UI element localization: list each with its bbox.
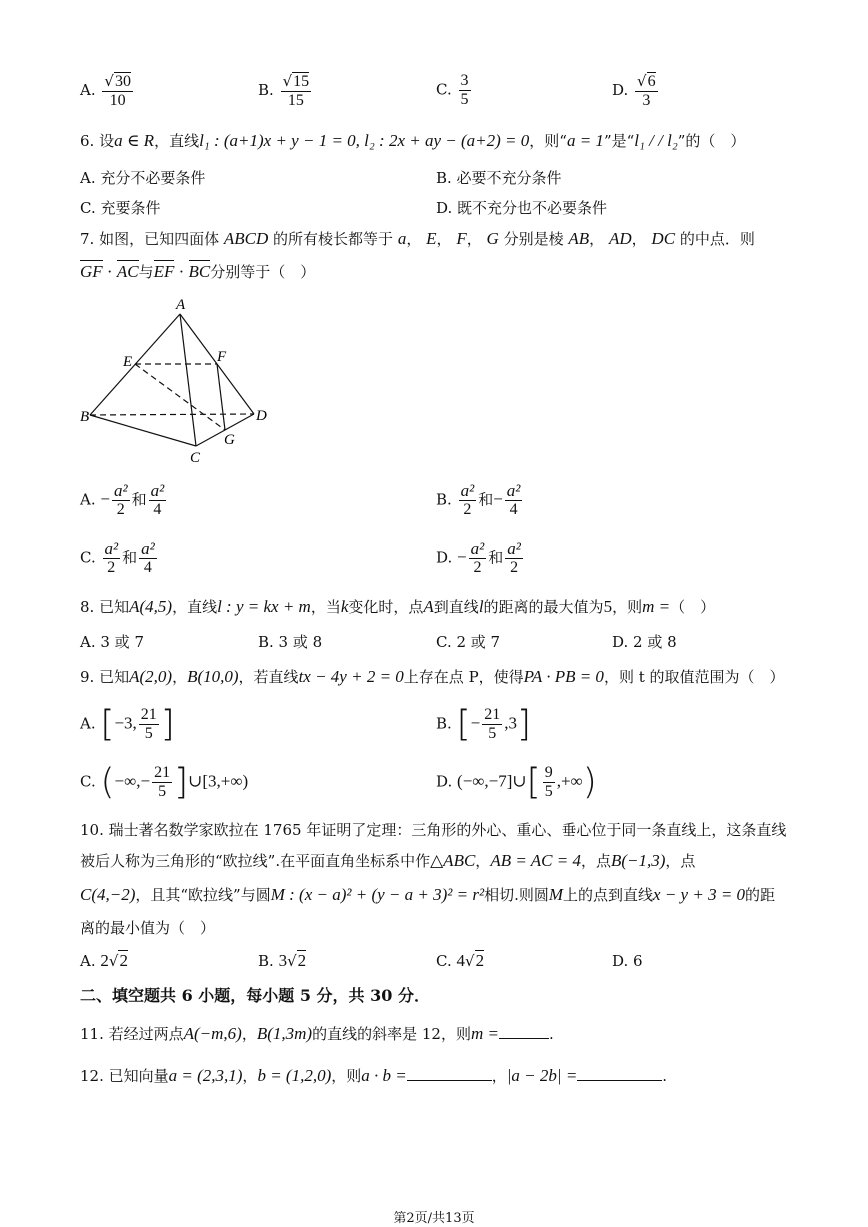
fraction: $\frac{\text{a²}}{2}$: [113, 481, 128, 518]
label-b: B: [80, 409, 90, 425]
q7-option-a: [80, 482, 168, 519]
math: A(−m,6): [183, 1024, 242, 1043]
fraction: $\frac{\text{a²}}{2}$: [104, 539, 119, 576]
section-heading: 二、填空题共 6 小题，每小题 5 分，共 30 分．: [80, 986, 430, 1005]
text: 分别是棱: [503, 230, 564, 248]
edge-bd-hidden: [90, 414, 254, 415]
q8-option-a: A. 3 或 7: [80, 633, 144, 651]
math: C(4,−2): [80, 885, 136, 904]
option-label: D.: [436, 772, 453, 791]
text: 上存在点 P，使得: [403, 668, 524, 686]
q9-option-a: A. [−3, $\frac{21}{5}$ ]: [80, 703, 175, 745]
fraction: $\frac{\text{a²}}{2}$: [470, 539, 485, 576]
text: ，: [491, 1067, 507, 1085]
denominator: 5: [544, 783, 553, 800]
q5-option-d: [612, 72, 660, 110]
text: ，: [406, 230, 422, 248]
text: 7. 如图，已知四面体: [80, 230, 220, 248]
option-label: C.: [436, 80, 452, 99]
numerator: 21: [154, 764, 171, 781]
fraction: [139, 706, 159, 743]
denominator: 15: [287, 92, 304, 109]
sign: −: [493, 489, 503, 509]
numerator: 21: [140, 706, 157, 723]
text: ，: [631, 230, 647, 248]
answer-blank[interactable]: [499, 1022, 549, 1039]
text: 和: [131, 490, 147, 509]
q10-line4: 离的最小值为（ ）: [80, 919, 216, 937]
sign: −: [457, 547, 467, 567]
q7-option-c: [80, 540, 159, 577]
fraction: $\frac{\text{a²}}{4}$: [141, 539, 155, 576]
segment-eg: [135, 364, 225, 430]
math: a ∈ R: [114, 131, 155, 150]
math: 3: [278, 951, 288, 970]
math: AD: [608, 229, 632, 248]
text: 与: [138, 263, 154, 281]
denominator: 5: [460, 91, 469, 108]
option-label: D.: [612, 952, 629, 970]
text: 的距离的最大值为: [483, 598, 604, 616]
option-label: A.: [80, 490, 96, 509]
q9-option-b: B. [− $\frac{21}{5}$ ,3]: [436, 703, 532, 745]
q10-option-c: C. 4√2: [436, 951, 485, 970]
vector-ef: EF: [153, 262, 175, 281]
text: ，: [241, 1025, 257, 1043]
q5-option-c: [436, 72, 473, 109]
q6-option-b: B. 必要不充分条件: [436, 169, 562, 187]
math: tx − 4y + 2 = 0: [298, 667, 404, 686]
label-c: C: [190, 450, 201, 464]
option-label: B.: [258, 81, 274, 99]
text: ，则: [612, 598, 643, 616]
math: A(4,5): [129, 597, 173, 616]
text: ，则: [331, 1067, 362, 1085]
text: ”是“: [603, 132, 635, 150]
denominator: 5: [488, 725, 497, 742]
edge-ac: [180, 314, 196, 446]
q10-line1: 10. 瑞士著名数学家欧拉在 1765 年证明了定理：三角形的外心、重心、垂心位于同一条直线上，这条直线: [80, 821, 787, 839]
math: m =: [642, 597, 671, 616]
math: B(−1,3): [610, 851, 666, 870]
q9-stem: [80, 667, 785, 687]
q8-option-b: B. 3 或 8: [258, 633, 323, 651]
text: ”的（ ）: [677, 132, 746, 150]
q6-option-c: C. 充要条件: [80, 199, 161, 217]
edge-bc: [90, 415, 196, 446]
option-label: B.: [436, 490, 452, 509]
numerator: 3: [460, 72, 469, 89]
math: a · b =: [361, 1066, 407, 1085]
math: B(10,0): [187, 667, 239, 686]
math: 2: [297, 951, 307, 970]
fraction: $\frac{√15}{15}$: [282, 72, 310, 109]
option-label: C.: [436, 952, 452, 970]
text: 分别等于（ ）: [210, 263, 316, 281]
math: ,+∞: [556, 771, 583, 791]
text: ，: [242, 1067, 258, 1085]
denominator: 5: [158, 783, 167, 800]
text: ，: [589, 230, 605, 248]
option-label: D.: [612, 81, 629, 99]
answer-blank-norm[interactable]: [577, 1064, 662, 1081]
math: k: [340, 597, 349, 616]
math: −3,: [114, 713, 137, 733]
text: ，点: [580, 852, 611, 870]
math: 5: [603, 597, 613, 616]
q10-line3: [80, 885, 775, 905]
label-a: A: [176, 297, 186, 313]
vector-ac: AC: [116, 262, 139, 281]
fraction: $\frac{\text{a²}}{4}$: [506, 481, 521, 518]
math: l₁ / / l₂: [634, 131, 678, 150]
text: 变化时，点: [348, 598, 424, 616]
text: ，: [475, 852, 491, 870]
option-label: C.: [80, 548, 96, 567]
q5-option-b: [258, 72, 313, 110]
denominator: 10: [109, 92, 126, 109]
q9-option-d: D. (−∞,−7]∪[ $\frac{9}{5}$ ,+∞): [436, 761, 597, 803]
text: ，直线: [172, 598, 218, 616]
text: 的距: [745, 886, 776, 904]
math: a = (2,3,1): [168, 1066, 243, 1085]
answer-blank-dot[interactable]: [407, 1064, 492, 1081]
math: m =: [470, 1024, 499, 1043]
math: |a − 2b| =: [506, 1066, 578, 1085]
math: 2: [100, 951, 109, 970]
math: 4: [456, 951, 465, 970]
text: 的直线的斜率是 12，则: [312, 1025, 471, 1043]
text: 被后人称为三角形的“欧拉线”.在平面直角坐标系中作: [80, 852, 431, 870]
text: 和: [478, 490, 494, 509]
math: A(2,0): [129, 667, 173, 686]
math: a = 1: [566, 131, 604, 150]
math: B(1,3m): [256, 1024, 313, 1043]
q10-line2: [80, 851, 695, 871]
denominator: 3: [642, 92, 651, 109]
text: ，: [172, 668, 188, 686]
math: PA · PB = 0: [523, 667, 604, 686]
fraction: $\frac{√30}{10}$: [104, 72, 131, 109]
fraction: $\frac{\text{a²}}{4}$: [150, 481, 165, 518]
math: DC: [651, 229, 676, 248]
math: M : (x − a)² + (y − a + 3)² = r²: [270, 885, 485, 904]
text: .: [548, 1025, 554, 1043]
math: −: [470, 713, 481, 733]
sign: −: [100, 489, 110, 509]
q12-stem: [80, 1064, 667, 1086]
option-label: B.: [436, 714, 452, 733]
q11-stem: [80, 1022, 554, 1044]
text: ，当: [310, 598, 341, 616]
math: AB = AC = 4: [490, 851, 581, 870]
q6-option-a: A. 充分不必要条件: [80, 169, 206, 187]
page-footer: 第2页/共13页: [393, 1211, 475, 1226]
text: ，则 t 的取值范围为（ ）: [603, 668, 785, 686]
text: （ ）: [670, 598, 716, 616]
option-label: A.: [80, 714, 96, 733]
option-label: C.: [80, 772, 96, 791]
text: ，且其“欧拉线”与圆: [135, 886, 271, 904]
option-label: D.: [436, 548, 453, 567]
denominator: 5: [144, 725, 153, 742]
math: ,3: [504, 713, 517, 733]
text: 的中点．则: [679, 230, 755, 248]
text: ，则“: [529, 132, 567, 150]
vector-gf: GF: [80, 262, 103, 281]
text: 12. 已知向量: [80, 1067, 169, 1085]
text: ，若直线: [238, 668, 299, 686]
text: 相切.则圆: [484, 886, 549, 904]
math: a: [397, 229, 407, 248]
text: 到直线: [433, 598, 479, 616]
math: l : y = kx + m: [217, 597, 311, 616]
fraction: $\frac{√6}{3}$: [637, 72, 656, 109]
math: ∪[3,+∞): [188, 771, 249, 791]
math: AB: [568, 229, 590, 248]
math: b = (1,2,0): [257, 1066, 332, 1085]
q8-option-c: C. 2 或 7: [436, 633, 501, 651]
text: 8. 已知: [80, 598, 130, 616]
math: l: [478, 597, 484, 616]
text: 11. 若经过两点: [80, 1025, 184, 1043]
option-label: A.: [80, 952, 96, 970]
math: G: [486, 229, 499, 248]
option-value: 6: [633, 952, 643, 970]
text: 6. 设: [80, 132, 115, 150]
q7-stem-line1: [80, 229, 755, 249]
fraction: $\frac{\text{a²}}{2}$: [460, 481, 475, 518]
label-g: G: [224, 432, 235, 448]
math: 2: [475, 951, 485, 970]
fraction: [152, 764, 172, 801]
math: −∞,−: [114, 771, 151, 791]
q8-option-d: D. 2 或 8: [612, 633, 677, 651]
text: ，点: [665, 852, 696, 870]
text: .: [662, 1067, 668, 1085]
q9-option-c: C. (−∞,− $\frac{21}{5}$ ]∪[3,+∞): [80, 761, 249, 803]
math: A: [423, 597, 434, 616]
text: ，: [466, 230, 482, 248]
fraction: [543, 764, 555, 801]
q10-option-b: B. 3√2: [258, 951, 307, 970]
text: 9. 已知: [80, 668, 130, 686]
numerator: 6: [647, 73, 656, 90]
q10-option-a: A. 2√2: [80, 951, 128, 970]
math: F: [456, 229, 467, 248]
q7-stem-line2: GF · AC与EF · BC分别等于（ ）: [80, 262, 316, 281]
numerator: 15: [293, 73, 310, 90]
q6-option-d: D. 既不充分也不必要条件: [436, 199, 608, 217]
math: (−∞,−7]∪: [457, 771, 527, 791]
option-label: A.: [80, 81, 96, 99]
math: △ABC: [430, 851, 476, 870]
q6-stem: [80, 131, 745, 151]
label-f: F: [217, 349, 227, 365]
fraction: [482, 706, 502, 743]
text: 和: [488, 548, 504, 567]
q7-option-d: [436, 540, 525, 577]
text: 和: [122, 548, 138, 567]
label-e: E: [123, 354, 133, 370]
tetrahedron-figure: [78, 294, 278, 464]
fraction: $\frac{\text{a²}}{2}$: [507, 539, 521, 576]
math: 2: [119, 951, 128, 970]
text: 上的点到直线: [563, 886, 654, 904]
q5-option-a: [80, 72, 135, 110]
q8-stem: [80, 597, 715, 617]
vector-bc: BC: [188, 262, 211, 281]
q10-option-d: [612, 951, 643, 971]
label-d: D: [256, 408, 267, 424]
option-label: B.: [258, 952, 274, 970]
text: ，直线: [154, 132, 200, 150]
q7-option-b: [436, 482, 524, 519]
math: E: [426, 229, 437, 248]
math: x − y + 3 = 0: [653, 885, 746, 904]
text: 的所有棱长都等于: [273, 230, 394, 248]
math: M: [548, 885, 564, 904]
math: ABCD: [223, 229, 269, 248]
text: ，: [436, 230, 452, 248]
fraction: [459, 72, 471, 109]
numerator: 30: [114, 73, 131, 90]
numerator: 9: [544, 764, 553, 781]
numerator: 21: [484, 706, 501, 723]
math: l₁ : (a+1)x + y − 1 = 0, l₂ : 2x + ay − (a+2) = 0: [199, 131, 530, 150]
